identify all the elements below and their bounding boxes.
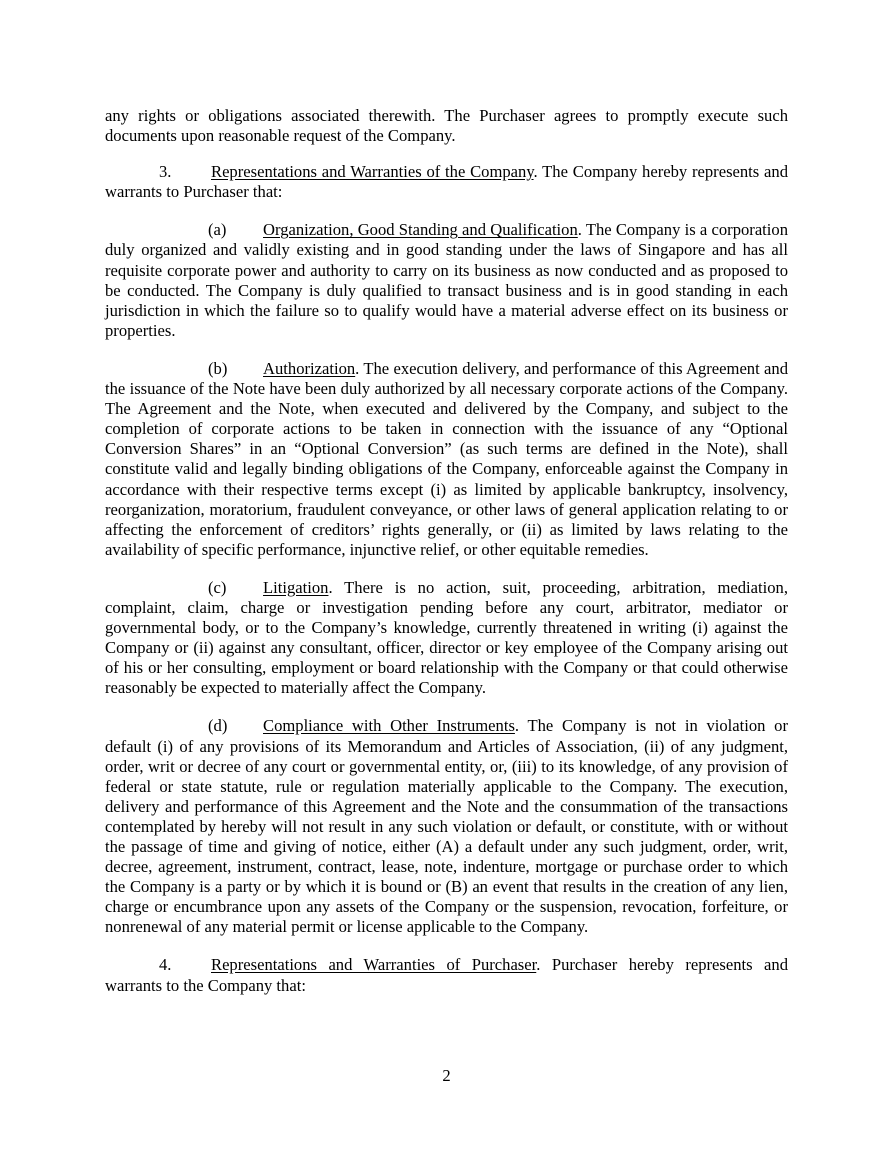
section-3-number: 3. bbox=[159, 162, 172, 182]
section-4-text: . Purchaser hereby represents and warrants to the Company that: bbox=[105, 955, 789, 995]
section-3-heading: Representations and Warranties of the Company bbox=[211, 162, 534, 182]
continuation-paragraph bbox=[105, 106, 788, 146]
subsection-b-label: (b) bbox=[208, 358, 228, 378]
subsection-d-label: (d) bbox=[208, 716, 228, 736]
section-3-text: . The Company hereby represents and warrants to Purchaser that: bbox=[105, 162, 788, 202]
subsection-c-label: (c) bbox=[208, 577, 227, 597]
subsection-a-label: (a) bbox=[208, 220, 227, 240]
subsection-a-paragraph bbox=[105, 220, 788, 341]
continuation-text: any rights or obligations associated therewith. The Purchaser agrees to promptly execute such documents upon reasonable request of the Company. bbox=[105, 106, 788, 146]
subsection-b-paragraph bbox=[105, 359, 788, 560]
subsection-c-text: . There is no action, suit, proceeding, arbitration, mediation, complaint, claim, charge or investigation pending before any court, arbitrator, mediator or governmental body, or to the Company’s knowledge, currently threatened in writing (i) against the Company or (ii) against any consultant, officer, director or key employee of the Company arising out of his or her consulting, employment or board relationship with the Company or that could otherwise reasonably be expected to materially affect the Company. bbox=[105, 577, 788, 698]
subsection-d-paragraph bbox=[105, 716, 788, 937]
section-3-paragraph bbox=[105, 162, 788, 202]
subsection-a-heading: Organization, Good Standing and Qualification bbox=[263, 220, 578, 240]
subsection-d-heading: Compliance with Other Instruments bbox=[263, 716, 515, 736]
page-number: 2 bbox=[442, 1066, 451, 1085]
subsection-d-text: . The Company is not in violation or default (i) of any provisions of its Memorandum and Articles of Association, (ii) of any judgment, order, writ or decree of any court or governmental entity, or, (iii) to its knowledge, of any provision of federal or state statute, rule or regulation materially applicable to the Company. The execution, delivery and performance of this Agreement and the Note and the consummation of the transactions contemplated by hereby will not result in any such violation or default, or constitute, with or without the passage of time and giving of notice, either (A) a default under any such judgment, order, writ, decree, agreement, instrument, contract, lease, note, indenture, mortgage or purchase order to which the Company is a party or by which it is bound or (B) an event that results in the creation of any lien, charge or encumbrance upon any assets of the Company or the suspension, revocation, forfeiture, or nonrenewal of any material permit or license applicable to the Company. bbox=[105, 716, 788, 937]
subsection-c-heading: Litigation bbox=[263, 577, 329, 597]
document-body bbox=[105, 106, 788, 1014]
subsection-c-paragraph bbox=[105, 578, 788, 699]
section-4-heading: Representations and Warranties of Purchaser bbox=[211, 955, 537, 975]
subsection-a-text: . The Company is a corporation duly organized and validly existing and in good standing under the laws of Singapore and has all requisite corporate power and authority to carry on its business as now conducted and as proposed to be conducted. The Company is duly qualified to transact business and is in good standing in each jurisdiction in which the failure so to qualify would have a material adverse effect on its business or properties. bbox=[105, 220, 788, 340]
section-4-number: 4. bbox=[159, 955, 172, 975]
subsection-b-heading: Authorization bbox=[263, 358, 356, 378]
section-4-paragraph bbox=[105, 955, 788, 995]
subsection-b-text: . The execution delivery, and performance of this Agreement and the issuance of the Note have been duly authorized by all necessary corporate actions of the Company. The Agreement and the Note, when executed and delivered by the Company, and subject to the completion of corporate actions to be taken in connection with the issuance of any “Optional Conversion Shares” in an “Optional Conversion” (as such terms are defined in the Note), shall constitute valid and legally binding obligations of the Company, enforceable against the Company in accordance with their respective terms except (i) as limited by applicable bankruptcy, insolvency, reorganization, moratorium, fraudulent conveyance, or other laws of general application relating to or affecting the enforcement of creditors’ rights generally, or (ii) as limited by laws relating to the availability of specific performance, injunctive relief, or other equitable remedies. bbox=[105, 358, 788, 559]
